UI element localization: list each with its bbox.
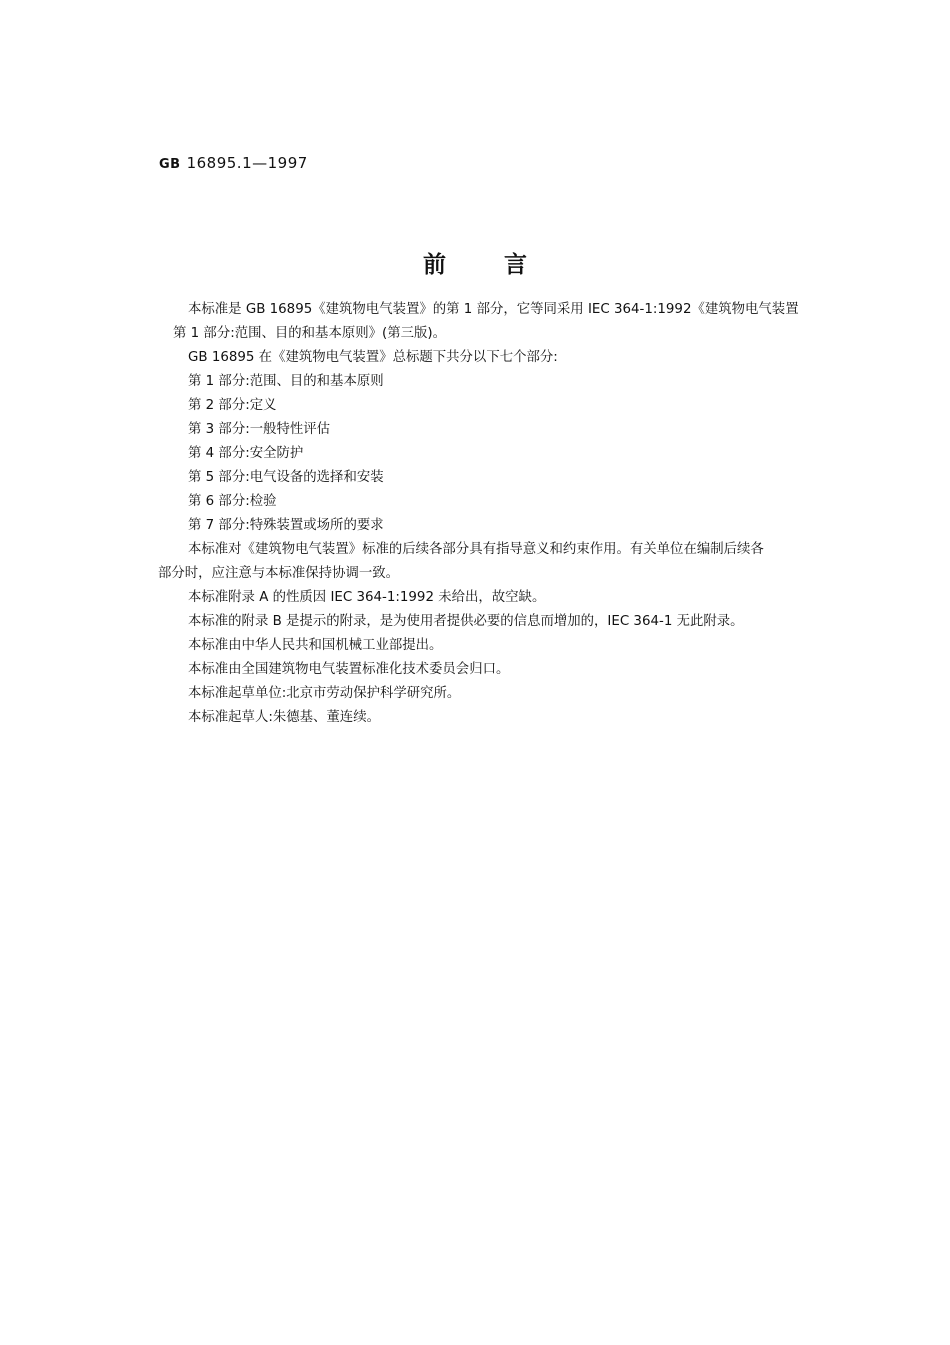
paragraph-committee: 本标准由全国建筑物电气装置标准化技术委员会归口。 [188,662,510,677]
list-item-part-6: 第 6 部分:检验 [188,494,277,509]
paragraph-annex-b: 本标准的附录 B 是提示的附录，是为使用者提供必要的信息而增加的，IEC 364-1 无此附录。 [188,614,744,629]
foreword-body [158,298,798,730]
paragraph-adoption-line2: 第 1 部分:范围、目的和基本原则》(第三版)。 [173,326,447,341]
standard-code [159,154,308,172]
list-item-part-4: 第 4 部分:安全防护 [188,446,304,461]
list-item-part-7: 第 7 部分:特殊装置或场所的要求 [188,518,384,533]
list-item-part-2: 第 2 部分:定义 [188,398,277,413]
list-item-part-5: 第 5 部分:电气设备的选择和安装 [188,470,384,485]
paragraph-guidance-line1: 本标准对《建筑物电气装置》标准的后续各部分具有指导意义和约束作用。有关单位在编制后续各 [188,542,764,557]
paragraph-drafting-unit: 本标准起草单位:北京市劳动保护科学研究所。 [188,686,461,701]
paragraph-proposer: 本标准由中华人民共和国机械工业部提出。 [188,638,443,653]
list-item-part-1: 第 1 部分:范围、目的和基本原则 [188,374,384,389]
paragraph-annex-a: 本标准附录 A 的性质因 IEC 364-1:1992 未给出，故空缺。 [188,590,546,605]
paragraph-guidance-line2: 部分时，应注意与本标准保持协调一致。 [158,566,400,581]
paragraph-adoption-line1: 本标准是 GB 16895《建筑物电气装置》的第 1 部分，它等同采用 IEC 364-1:1992《建筑物电气装置 [188,302,799,317]
standard-number: 16895.1—1997 [186,154,308,172]
list-item-part-3: 第 3 部分:一般特性评估 [188,422,331,437]
paragraph-drafters: 本标准起草人:朱德基、董连续。 [188,710,380,725]
page-title: 前言 [423,252,585,278]
standard-prefix: GB [159,157,181,172]
paragraph-parts-intro: GB 16895 在《建筑物电气装置》总标题下共分以下七个部分: [188,350,558,365]
